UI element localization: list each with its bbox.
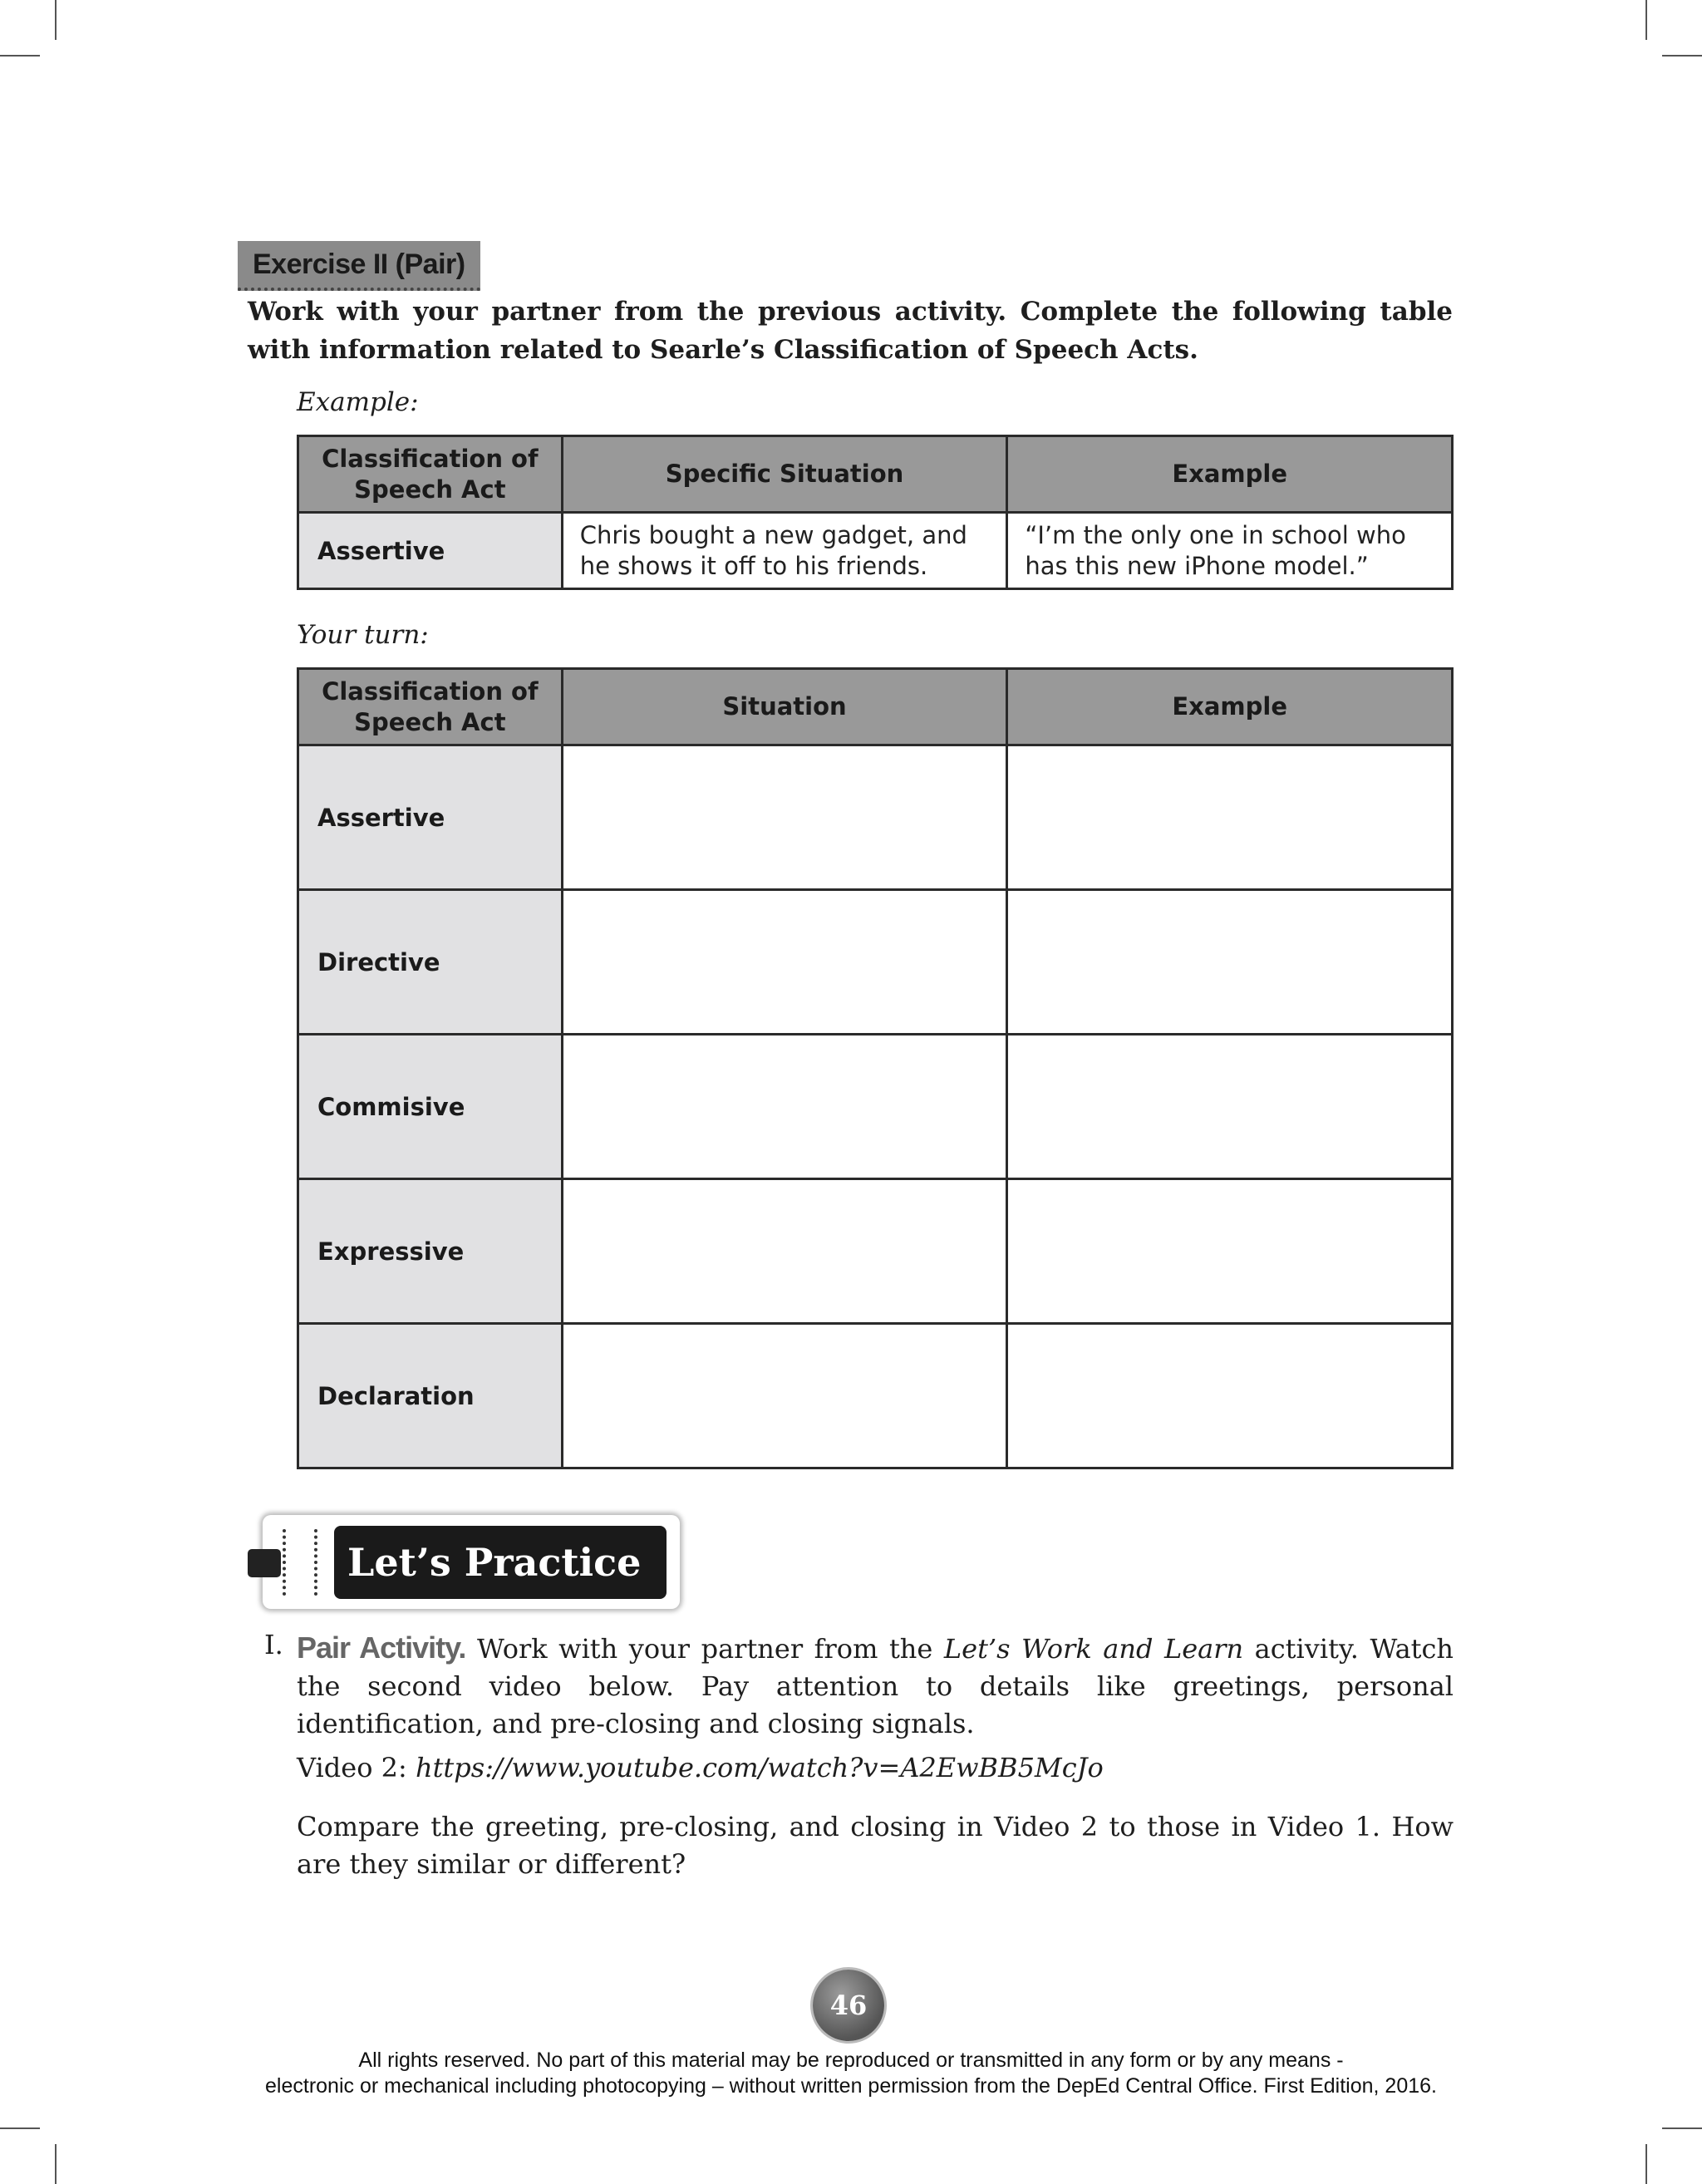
practice-italic-title: Let’s Work and Learn	[943, 1633, 1244, 1665]
classification-cell: Commisive	[298, 1035, 563, 1179]
table-row	[298, 513, 1453, 589]
classification-cell: Declaration	[298, 1324, 563, 1468]
table-row	[298, 890, 1453, 1035]
your-turn-table	[297, 667, 1454, 1469]
crop-mark	[1645, 0, 1647, 40]
example-cell: “I’m the only one in school who has this new iPhone model.”	[1007, 513, 1453, 589]
crop-mark	[55, 0, 57, 40]
example-answer-cell[interactable]	[1007, 1035, 1453, 1179]
example-answer-cell[interactable]	[1007, 745, 1453, 890]
crop-mark	[1662, 55, 1702, 57]
table-header-row	[298, 669, 1453, 745]
situation-answer-cell[interactable]	[562, 1035, 1007, 1179]
practice-text: Work with your partner from the	[476, 1633, 944, 1665]
example-answer-cell[interactable]	[1007, 1324, 1453, 1468]
table-header-row	[298, 436, 1453, 513]
header-situation: Specific Situation	[562, 436, 1007, 513]
exercise-tag: Exercise II (Pair)	[238, 241, 480, 291]
header-example: Example	[1007, 436, 1453, 513]
situation-answer-cell[interactable]	[562, 1179, 1007, 1324]
crop-mark	[0, 2127, 40, 2129]
example-answer-cell[interactable]	[1007, 890, 1453, 1035]
situation-cell: Chris bought a new gadget, and he shows it off to his friends.	[562, 513, 1007, 589]
header-example: Example	[1007, 669, 1453, 745]
crop-mark	[1662, 2127, 1702, 2129]
exercise-instructions: Work with your partner from the previous activity. Complete the following table with information related to Searle’s Classification of Speech Acts.	[248, 297, 1453, 365]
practice-paragraph	[297, 1629, 1454, 1743]
example-table	[297, 435, 1454, 590]
example-answer-cell[interactable]	[1007, 1179, 1453, 1324]
situation-answer-cell[interactable]	[562, 890, 1007, 1035]
table-row	[298, 1179, 1453, 1324]
page-number: 46	[813, 1970, 884, 2041]
video-line	[297, 1752, 1104, 1783]
banner-dotted-line	[283, 1529, 286, 1596]
crop-mark	[1645, 2144, 1647, 2184]
video-link[interactable]: https://www.youtube.com/watch?v=A2EwBB5McJo	[415, 1752, 1104, 1783]
practice-text-cont: activity. Watch the second video below. Pay attention to details like greetings, personal identification, and pre-closing and closing signals.	[297, 1633, 1454, 1739]
header-situation: Situation	[562, 669, 1007, 745]
footer-line: electronic or mechanical including photocopying – without written permission from the DepEd Central Office. First Edition, 2016.	[265, 2074, 1437, 2098]
your-turn-label: Your turn:	[297, 620, 429, 650]
situation-answer-cell[interactable]	[562, 745, 1007, 890]
classification-cell: Assertive	[298, 513, 563, 589]
banner-dotted-line	[314, 1529, 317, 1596]
table-row	[298, 1324, 1453, 1468]
banner-tab-decoration	[248, 1549, 281, 1577]
compare-question: Compare the greeting, pre-closing, and closing in Video 2 to those in Video 1. How are they similar or different?	[297, 1811, 1454, 1880]
header-classification: Classification of Speech Act	[298, 669, 563, 745]
item-numeral: I.	[264, 1629, 283, 1660]
section-banner: Let’s Practice	[334, 1526, 667, 1599]
header-classification: Classification of Speech Act	[298, 436, 563, 513]
classification-cell: Directive	[298, 890, 563, 1035]
table-row	[298, 1035, 1453, 1179]
table-row	[298, 745, 1453, 890]
crop-mark	[55, 2144, 57, 2184]
classification-cell: Assertive	[298, 745, 563, 890]
crop-mark	[0, 55, 40, 57]
video-label: Video 2:	[297, 1752, 416, 1783]
classification-cell: Expressive	[298, 1179, 563, 1324]
practice-heading: Pair Activity.	[297, 1631, 466, 1665]
situation-answer-cell[interactable]	[562, 1324, 1007, 1468]
footer-copyright	[0, 2048, 1702, 2099]
example-label: Example:	[297, 387, 419, 417]
footer-line: All rights reserved. No part of this material may be reproduced or transmitted in any form or by any means -	[358, 2049, 1344, 2072]
